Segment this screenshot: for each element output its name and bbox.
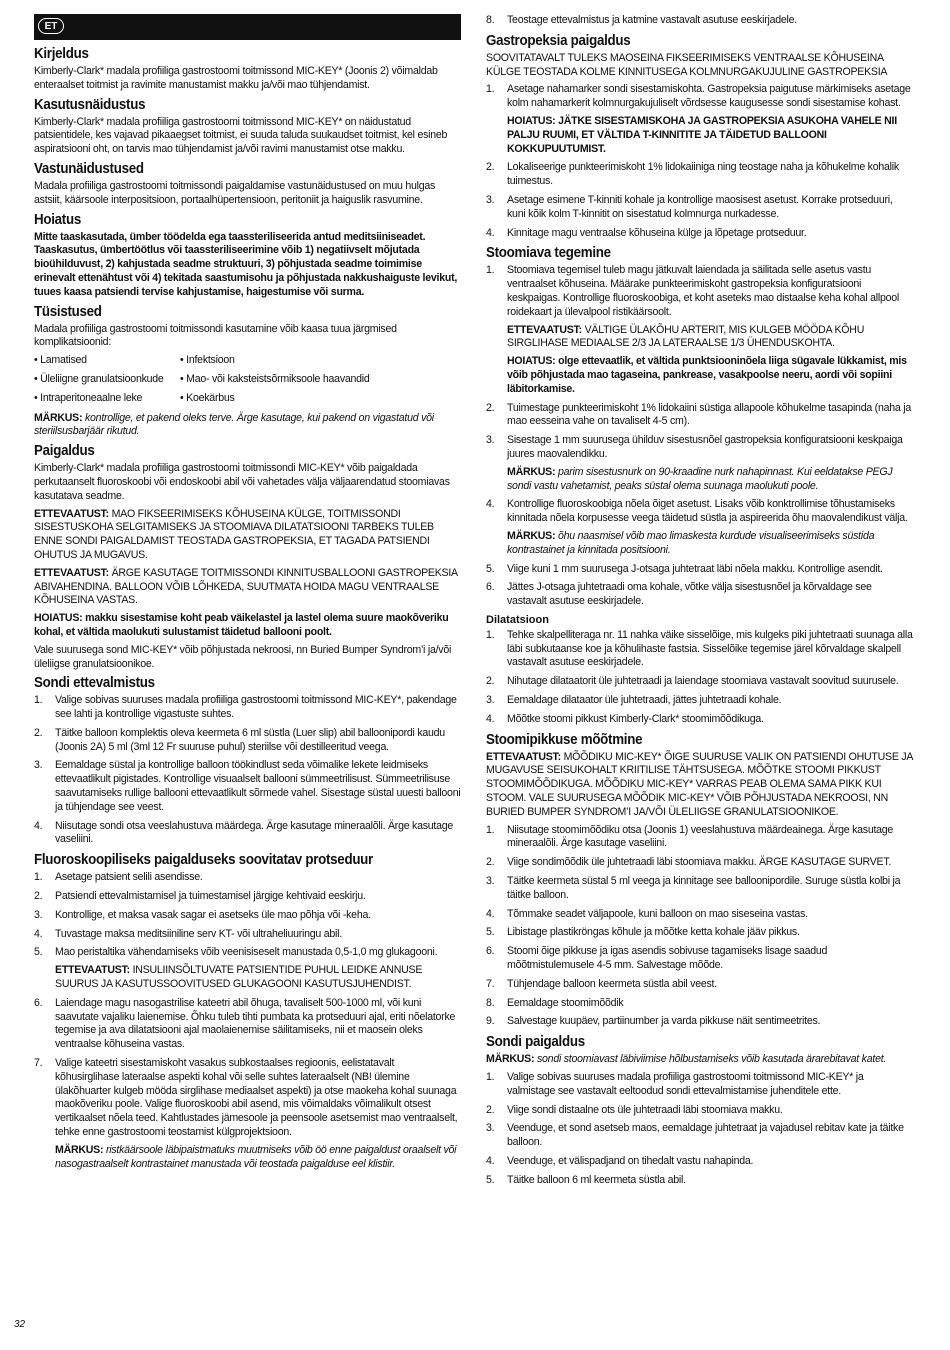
list-item [486, 856, 913, 870]
list-item: • Mao- või kaksteistsõrmiksoole haavandid [180, 372, 370, 385]
item-text: Kontrollige, et maksa vasak sagar ei asetseks üle mao põhja või -keha. [55, 908, 371, 921]
item-number: 6. [486, 945, 495, 958]
item-text: Nihutage dilataatorit üle juhtetraadi ja laiendage stoomiava vastavalt soovitud suurusele. [507, 675, 899, 688]
item-note: HOIATUS: olge ettevaatlik, et vältida punktsiooninõela liiga sügavale lükkamist, mis võib põhjustada mao tagaseina, pankrease, vasakpoolse neeru, aordi või sopiini läbitorkamise. [507, 355, 907, 395]
note-tusistused: MÄRKUS: kontrollige, et pakend oleks terve. Ärge kasutage, kui pakend on vigastatud või steriilsusbarjäär rikutud. [34, 411, 434, 438]
item-number: 4. [486, 498, 495, 511]
text-gastropeksia-intro: SOOVITATAVALT TULEKS MAOSEINA FIKSEERIMISEKS VENTRAALSE KÕHUSEINA KÜLGE TEOSTADA KOLME KINNITUSEGA KOLMNURGAKUJULINE GASTROPEKSIA [486, 51, 888, 78]
list-item [34, 928, 461, 942]
list-item [486, 713, 913, 727]
text-hoiatus: Mitte taaskasutada, ümber töödelda ega taassteriliseerida antud meditsiiniseadet. Taaskasutus, ümbertöötlus või taassteriliseerimine võib 1) negatiivselt mõjutada bioühilduvust, 2) kahjustada seadme struktuuri, 3) põhjustada seadme toimimise erinevalt ettenähtust või 4) tekitada saastumisohu ja põhjustada nakkushaiguste levikut, tuues kaasa patsiendi tervise kahjustamise, haigestumise või surma. [34, 230, 458, 298]
text-kirjeldus: Kimberly-Clark* madala profiiliga gastrostoomi toitmissond MIC-KEY* (Joonis 2) võimaldab enteraalset toitmist ja ravimite manustamist makku ja/või mao tühjendamist. [34, 65, 438, 91]
list-item [486, 161, 913, 189]
list-item [34, 820, 461, 848]
item-text: Eemaldage süstal ja kontrollige balloon töökindlust seda võimalike lekete leidmiseks ettevaatlikult pigistades. Kontrollige visuaalselt ballooni sümmeetrilisust. Sümmeetrilisuse saavutamiseks rullige ballooni ettevaatlikult sõrmede vahel. Sisestage süstal uuesti ballooni ja tühjendage see veest. [55, 759, 461, 813]
list-gastropeksia [486, 83, 913, 240]
item-text: Jättes J-otsaga juhtetraadi oma kohale, võtke välja sisestusnõel ja kõrvaldage see vastavalt asutuse eeskirjadele. [507, 581, 872, 608]
heading-ettevalmistus: Sondi ettevalmistus [34, 675, 155, 692]
item-number: 7. [486, 977, 495, 990]
item-number: 2. [34, 726, 43, 739]
item-number: 1. [34, 871, 43, 884]
list-item [34, 694, 461, 722]
item-text: Teostage ettevalmistus ja katmine vastavalt asutuse eeskirjadele. [507, 14, 797, 26]
item-number: 1. [486, 264, 495, 277]
warning-paigaldus: HOIATUS: makku sisestamise koht peab väikelastel ja lastel olema suure maokõveriku kohal, et vältida maolukuti sulustamist täidetud ballooni poolt. [34, 612, 449, 638]
item-text: Eemaldage dilataator üle juhtetraadi, jättes juhtetraadi kohale. [507, 694, 782, 707]
list-item [486, 1015, 913, 1029]
item-text: Stoomiava tegemisel tuleb magu jätkuvalt laiendada ja säilitada selle asetus vastu ventraalset kõhuseina. Määrake punkteerimiskoht gastropeksia konfiguratsiooni keskpaigas. Kontrollige fluoroskoobiga, et koht aseteks mao distaalse keha kohal allpool roidekaart ja ülevalpool ristikäärsoolt. [507, 264, 899, 318]
list-item [486, 563, 913, 577]
list-item [34, 1057, 461, 1171]
item-text: Laiendage magu nasogastrilise kateetri abil õhuga, tavaliselt 500-1000 ml, või kuni saavutate vajaliku laienemise. Õhku tuleb tihti pumbata ka protseduuri ajal, eriti nõelatorke tegemise ja ava dilatatsiooni ajal maolaienemise säilitamiseks, nii et maosein oleks ventraalse kõhuseina vastas. [55, 996, 456, 1051]
item-text: Mao peristaltika vähendamiseks võib veenisiseselt manustada 0,5-1,0 mg glukagooni. [55, 946, 438, 959]
list-item [34, 759, 461, 814]
item-number: 3. [486, 434, 495, 447]
item-number: 8. [486, 996, 495, 1009]
item-text: Sisestage 1 mm suurusega ühilduv sisestusnõel gastropeksia konfiguratsiooni keskpaiga juures maovalendikku. [507, 434, 903, 460]
item-number: 5. [486, 562, 495, 575]
text-tusistused-intro: Madala profiiliga gastrostoomi toitmissondi kasutamine võib kaasa tuua järgmised komplikatsioonid: [34, 322, 397, 349]
item-number: 5. [486, 926, 495, 939]
heading-dilatatsioon: Dilatatsioon [486, 613, 549, 626]
item-number: 9. [486, 1015, 495, 1028]
item-text: Tühjendage balloon keermeta süstla abil veest. [507, 977, 717, 990]
item-note: ETTEVAATUST: VÄLTIGE ÜLAKÕHU ARTERIT, MIS KULGEB MÖÖDA KÕHU SIRGLIHASE MEDIAALSE 2/3 JA LATERAALSE 1/3 ÜHENDUSKOHTA. [507, 323, 865, 350]
list-item [486, 997, 913, 1011]
list-item [486, 1155, 913, 1169]
item-number: 1. [486, 83, 495, 96]
heading-sondipaigaldus: Sondi paigaldus [486, 1034, 585, 1051]
item-number: 5. [486, 1173, 495, 1186]
list-stoomiava [486, 264, 913, 609]
list-item [486, 675, 913, 689]
list-item [486, 227, 913, 241]
list-item [486, 824, 913, 852]
list-item [486, 908, 913, 922]
list-item [486, 434, 913, 493]
heading-paigaldus: Paigaldus [34, 443, 95, 460]
item-number: 2. [486, 401, 495, 414]
item-text: Kinnitage magu ventraalse kõhuseina külge ja lõpetage protseduur. [507, 226, 807, 239]
item-number: 2. [486, 161, 495, 174]
item-number: 1. [486, 628, 495, 641]
item-text: Veenduge, et sond asetseb maos, eemaldage juhtetraat ja vajadusel rebitav kate ja täitke balloon. [507, 1122, 904, 1149]
item-number: 1. [34, 694, 43, 707]
caution-paigaldus-2: ETTEVAATUST: ÄRGE KASUTAGE TOITMISSONDI KINNITUSBALLOONI GASTROPEKSIA ABIVAHENDINA. BALLOON VÕIB LÕHKEDA, SUUTMATA HOIDA MAGU VENTRAALSE KÕHUSEINA VASTAS. [34, 566, 458, 607]
item-number: 4. [34, 927, 43, 940]
list-pikkus [486, 824, 913, 1030]
list-item [486, 1122, 913, 1150]
list-item: • Infektsioon [180, 354, 235, 367]
item-number: 3. [486, 193, 495, 206]
heading-pikkus: Stoomipikkuse mõõtmine [486, 731, 643, 748]
item-number: 3. [34, 759, 43, 772]
list-item: • Üleliigne granulatsioonkude [34, 372, 164, 385]
item-number: 5. [34, 946, 43, 959]
item-text: Täitke balloon 6 ml keermeta süstla abil. [507, 1173, 686, 1186]
item-text: Viige sondimõõdik üle juhtetraadi läbi stoomiava makku. ÄRGE KASUTAGE SURVET. [507, 856, 892, 869]
item-number: 2. [34, 890, 43, 903]
item-text: Salvestage kuupäev, partiinumber ja varda pikkuse näit sentimeetrites. [507, 1015, 821, 1028]
item-number: 2. [486, 1103, 495, 1116]
text-vastunaidustused: Madala profiiliga gastrostoomi toitmissondi paigaldamise vastunäidustused on muu hulgas astsiit, käärsoole interpositsioon, portaalhüpertensioon, peritoniit ja haiguslik rasvumine. [34, 179, 436, 206]
list-item: • Koekärbus [180, 391, 235, 404]
list-item [486, 14, 913, 28]
item-number: 4. [34, 819, 43, 832]
item-note: MÄRKUS: parim sisestusnurk on 90-kraadine nurk nahapinnast. Kui eeldatakse PEGJ sondi vastu vahetamist, peaks süstal olema suunaga maolukuti poole. [507, 465, 893, 492]
list-item [486, 402, 913, 430]
list-item [34, 946, 461, 991]
list-item [486, 498, 913, 557]
list-item [34, 997, 461, 1052]
item-text: Tehke skalpelliteraga nr. 11 nahka väike sisselõige, mis kulgeks piki juhtetraati suunaga alla läbi subkutaanse koe ja kõhulihaste fastsia. Sisselõike tegemise järel kõrvaldage skalpell vastavalt asutuse eeskirjadele. [507, 628, 913, 669]
list-sondipaigaldus [486, 1071, 913, 1188]
list-item [486, 629, 913, 670]
list-item [34, 890, 461, 904]
item-text: Viige kuni 1 mm suurusega J-otsaga juhtetraat läbi nõela makku. Kontrollige asendit. [507, 562, 883, 575]
item-text: Patsiendi ettevalmistamisel ja tuimestamisel järgige kehtivaid eeskirju. [55, 890, 366, 903]
list-item [34, 871, 461, 885]
item-text: Libistage plastikröngas kõhule ja mõõtke ketta kohale jääv pikkus. [507, 926, 800, 939]
item-number: 4. [486, 907, 495, 920]
heading-fluoro: Fluoroskoopiliseks paigalduseks soovitatav protseduur [34, 852, 373, 869]
item-text: Kontrollige fluoroskoobiga nõela õiget asetust. Lisaks võib konktrollimise tõhustamiseks kinnitada nõela korpusesse veega täidetud süstla ja aspireerida õhu maovalendikust välja. [507, 498, 908, 525]
item-number: 3. [486, 694, 495, 707]
item-text: Niisutage stoomimõõdiku otsa (Joonis 1) veeslahustuva määrdeainega. Ärge kasutage mineraalõli. Ärge kasutage vaseliini. [507, 823, 894, 850]
item-text: Valige sobivas suuruses madala profiiliga gastrostoomi toitmissond MIC-KEY*, pakendage see lahti ja kontrollige vigastuste suhtes. [55, 694, 457, 721]
complications-list [34, 354, 461, 405]
item-note: HOIATUS: JÄTKE SISESTAMISKOHA JA GASTROPEKSIA ASUKOHA VAHELE NII PALJU RUUMI, ET VÄLTIDA T-KINNITITE JA TÄIDETUD BALLOONI KOKKUPUUTUMIST. [507, 114, 897, 155]
left-column [34, 14, 461, 1176]
item-number: 8. [486, 14, 495, 26]
list-dilatatsioon [486, 629, 913, 727]
item-note: MÄRKUS: õhu naasmisel võib mao limaskesta kurdude visualiseerimiseks süstida kontrastainet ja kinnitada positsiooni. [507, 529, 875, 556]
note-sondipaigaldus: MÄRKUS: sondi stoomiavast läbiviimise hõlbustamiseks võib kasutada ärarebitavat katet. [486, 1053, 887, 1066]
item-number: 6. [34, 996, 43, 1009]
item-text: Viige sondi distaalne ots üle juhtetraadi läbi stoomiava makku. [507, 1103, 783, 1116]
item-number: 6. [486, 581, 495, 594]
item-text: Asetage esimene T-kinniti kohale ja kontrollige maosisest asetust. Korrake protseduuri, kuni kõik kolm T-kinnitit on sisestatud kolmnurga nurkadesse. [507, 193, 893, 220]
list-item [486, 83, 913, 156]
item-text: Mõõtke stoomi pikkust Kimberly-Clark* stoomimõõdikuga. [507, 712, 764, 725]
caution-paigaldus-1: ETTEVAATUST: MAO FIKSEERIMISEKS KÕHUSEINA KÜLGE, TOITMISSONDI SISESTUSKOHA SELGITAMISEKS JA STOOMIAVA DILATATSIOONI TARBEKS TULEB ENNE SONDI PAIGALDAMIST TEOSTADA GASTROPEKSIA, ET TAGADA PATSIENDI OHUTUS JA MUGAVUS. [34, 507, 434, 561]
item-text: Asetage patsient selili asendisse. [55, 871, 203, 884]
page-number: 32 [14, 1319, 26, 1330]
list-item: • Lamatised [34, 354, 87, 367]
item-number: 4. [486, 712, 495, 725]
list-fluoro [34, 871, 461, 1171]
text-paigaldus-2: Vale suurusega sond MIC-KEY* võib põhjustada nekroosi, nn Buried Bumper Syndrom’i ja/või üleliigse granulatsioonikoe. [34, 643, 452, 670]
list-item [486, 926, 913, 940]
list-ettevalmistus [34, 694, 461, 847]
item-text: Veenduge, et välispadjand on tihedalt vastu nahapinda. [507, 1155, 754, 1167]
item-text: Täitke keermeta süstal 5 ml veega ja kinnitage see balloonipordile. Suruge süstla kolbi ja täitke balloon. [507, 875, 901, 901]
heading-hoiatus: Hoiatus [34, 211, 81, 228]
list-item [486, 1071, 913, 1099]
heading-tusistused: Tüsistused [34, 303, 102, 320]
item-number: 2. [486, 675, 495, 688]
item-number: 4. [486, 1155, 495, 1167]
item-note: MÄRKUS: ristkäärsoole läbipaistmatuks muutmiseks võib öö enne paigaldust oraalselt või nasogastraalselt kontrastainet manustada või teostada paigalduse eel klistiir. [55, 1143, 457, 1170]
item-text: Tuvastage maksa meditsiiniline serv KT- või ultraheliuuringu abil. [55, 927, 342, 940]
list-item [486, 1104, 913, 1118]
heading-kirjeldus: Kirjeldus [34, 46, 89, 62]
text-paigaldus: Kimberly-Clark* madala profiiliga gastrostoomi toitmissondi MIC-KEY* võib paigaldada perkutaanselt fluoroskoobi või endoskoobi abil või vahetades välja väljaarendatud stoomiavas kasutatava seadme. [34, 462, 450, 502]
heading-kasutusnaidustus: Kasutusnäidustus [34, 96, 146, 113]
item-text: Stoomi õige pikkuse ja igas asendis sobivuse tagamiseks lisage saadud mõõtmistulemusele 4-5 mm. Salvestage mõõde. [507, 945, 828, 972]
right-column [486, 14, 913, 1193]
language-bar [34, 14, 461, 40]
list-item [486, 978, 913, 992]
list-item [486, 581, 913, 609]
list-item [34, 727, 461, 755]
item-number: 2. [486, 856, 495, 869]
heading-stoomiava: Stoomiava tegemine [486, 245, 611, 262]
item-text: Valige sobivas suuruses madala profiiliga gastrostoomi toitmissond MIC-KEY* ja valmistage see vastavalt eeltoodud sondi ettevalmistamise juhenditele ette. [507, 1071, 864, 1097]
item-text: Eemaldage stoomimõõdik [507, 996, 624, 1009]
item-text: Täitke balloon komplektis oleva keermeta 6 ml süstla (Luer slip) abil balloonipordi kaudu (Joonis 2A) 5 ml (3ml 12 Fr suuruse puhul) steriilse või destilleeritud veega. [55, 726, 445, 753]
item-number: 1. [486, 823, 495, 836]
item-text: Asetage nahamarker sondi sisestamiskohta. Gastropeksia paigutuse märkimiseks asetage kolm nahamarkerit kolmnurgakujuliselt võrdsesse kaugusesse sondi sisestamise kohast. [507, 83, 911, 110]
language-badge: ET [38, 18, 64, 34]
item-text: Valige kateetri sisestamiskoht vasakus subkostaalses regioonis, eelistatavalt kõhusirglihase lateraalse aspekti kohal või selle suhtes lateraalselt (NB! ülemine ülakõhuarter kulgeb mööda sirglihase mediaalset aspekti) ja otse maokeha kohal suunaga maokõveriku poole. Valige fluoroskoobi abil asend, mis võimaldaks võimalikult otsest vertikaalset nõela teed. Kahtlustades jämesoole ja peensoole asetsemist mao ventraalselt, tehke enne gastrostoomi teostamist külgprojektsioon. [55, 1057, 458, 1139]
item-text: Lokaliseerige punkteerimiskoht 1% lidokaiiniga ning teostage naha ja kõhukelme kohalik tuimestus. [507, 161, 899, 188]
list-item: • Intraperitoneaalne leke [34, 391, 143, 404]
item-number: 7. [34, 1057, 43, 1070]
list-item8 [486, 14, 913, 28]
item-number: 3. [486, 875, 495, 888]
list-item [486, 194, 913, 222]
item-number: 4. [486, 226, 495, 239]
list-item [486, 694, 913, 708]
caution-pikkus: ETTEVAATUST: MÕÕDIKU MIC-KEY* ÕIGE SUURUSE VALIK ON PATSIENDI OHUTUSE JA MUGAVUSE SEISUKOHALT KRIITILISE TÄHTSUSEGA. MÕÕTKE STOOMI PIKKUST STOOMIMÕÕDIKUGA. MÕÕDIKU MIC-KEY* VARRAS PEAB OLEMA SAMA PIKK KUI STOOM. VALE SUURUSEGA MÕÕDIK MIC-KEY* VÕIB PÕHJUSTADA NEKROOSI, NN BURIED BUMPER SYNDROM’I JA/VÕI ÜLELIIGSE GRANULATSIOONIKOE. [486, 750, 913, 818]
list-item [486, 875, 913, 903]
item-text: Niisutage sondi otsa veeslahustuva määrdega. Ärge kasutage mineraalõli. Ärge kasutage vaseliini. [55, 819, 454, 846]
item-number: 3. [486, 1122, 495, 1135]
heading-gastropeksia: Gastropeksia paigaldus [486, 32, 631, 49]
heading-vastunaidustused: Vastunäidustused [34, 160, 144, 177]
list-item [34, 909, 461, 923]
item-number: 1. [486, 1071, 495, 1084]
item-number: 3. [34, 908, 43, 921]
item-text: Tuimestage punkteerimiskoht 1% lidokaiini süstiga allapoole kõhukelme tasapinda (naha ja mao eesseina vahe on tavaliselt 4-5 cm). [507, 401, 911, 428]
text-kasutusnaidustus: Kimberly-Clark* madala profiiliga gastrostoomi toitmissond MIC-KEY* on näidustatud patsientidele, kes vajavad pikaaegset toitmist, ei suuda taluda suukaudset toitmist, kel esineb aspiratsiooni oht, on tarvis mao tühjendamist ja/või ravimi manustamist otse makku. [34, 115, 448, 156]
list-item [486, 945, 913, 973]
item-text: Tõmmake seadet väljapoole, kuni balloon on mao siseseina vastas. [507, 907, 808, 920]
list-item [486, 264, 913, 396]
item-note: ETTEVAATUST: INSULIINSÕLTUVATE PATSIENTIDE PUHUL LEIDKE ANNUSE SUURUS JA KASUTUSSOOVITUSED GLUKAGOONI KASUTUSJUHENDIST. [55, 964, 423, 991]
list-item [486, 1174, 913, 1188]
